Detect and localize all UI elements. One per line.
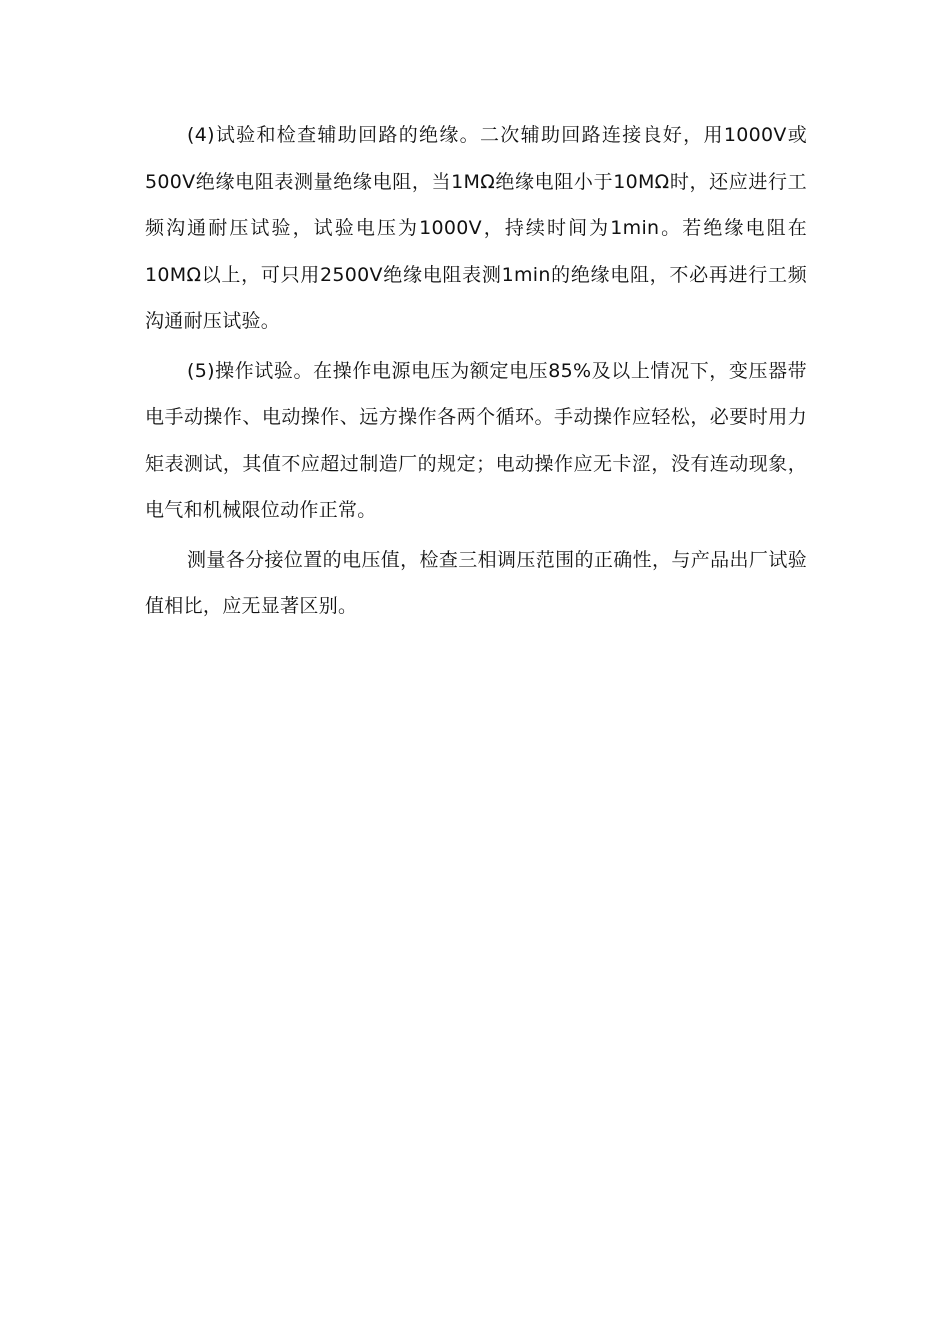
paragraph-operation-test: (5)操作试验。在操作电源电压为额定电压85%及以上情况下，变压器带电手动操作、电动操作、远方操作各两个循环。手动操作应轻松，必要时用力矩表测试，其值不应超过制造厂的规定；电动操作应无卡涩，没有连动现象，电气和机械限位动作正常。	[145, 359, 807, 521]
document-body	[145, 112, 807, 633]
paragraph-voltage-measurement: 测量各分接位置的电压值，检查三相调压范围的正确性，与产品出厂试验值相比，应无显著区别。	[145, 548, 807, 617]
paragraph-insulation-test: (4)试验和检查辅助回路的绝缘。二次辅助回路连接良好，用1000V或500V绝缘电阻表测量绝缘电阻，当1MΩ绝缘电阻小于10MΩ时，还应进行工频沟通耐压试验，试验电压为1000V，持续时间为1min。若绝缘电阻在10MΩ以上，可只用2500V绝缘电阻表测1min的绝缘电阻，不必再进行工频沟通耐压试验。	[145, 124, 807, 332]
